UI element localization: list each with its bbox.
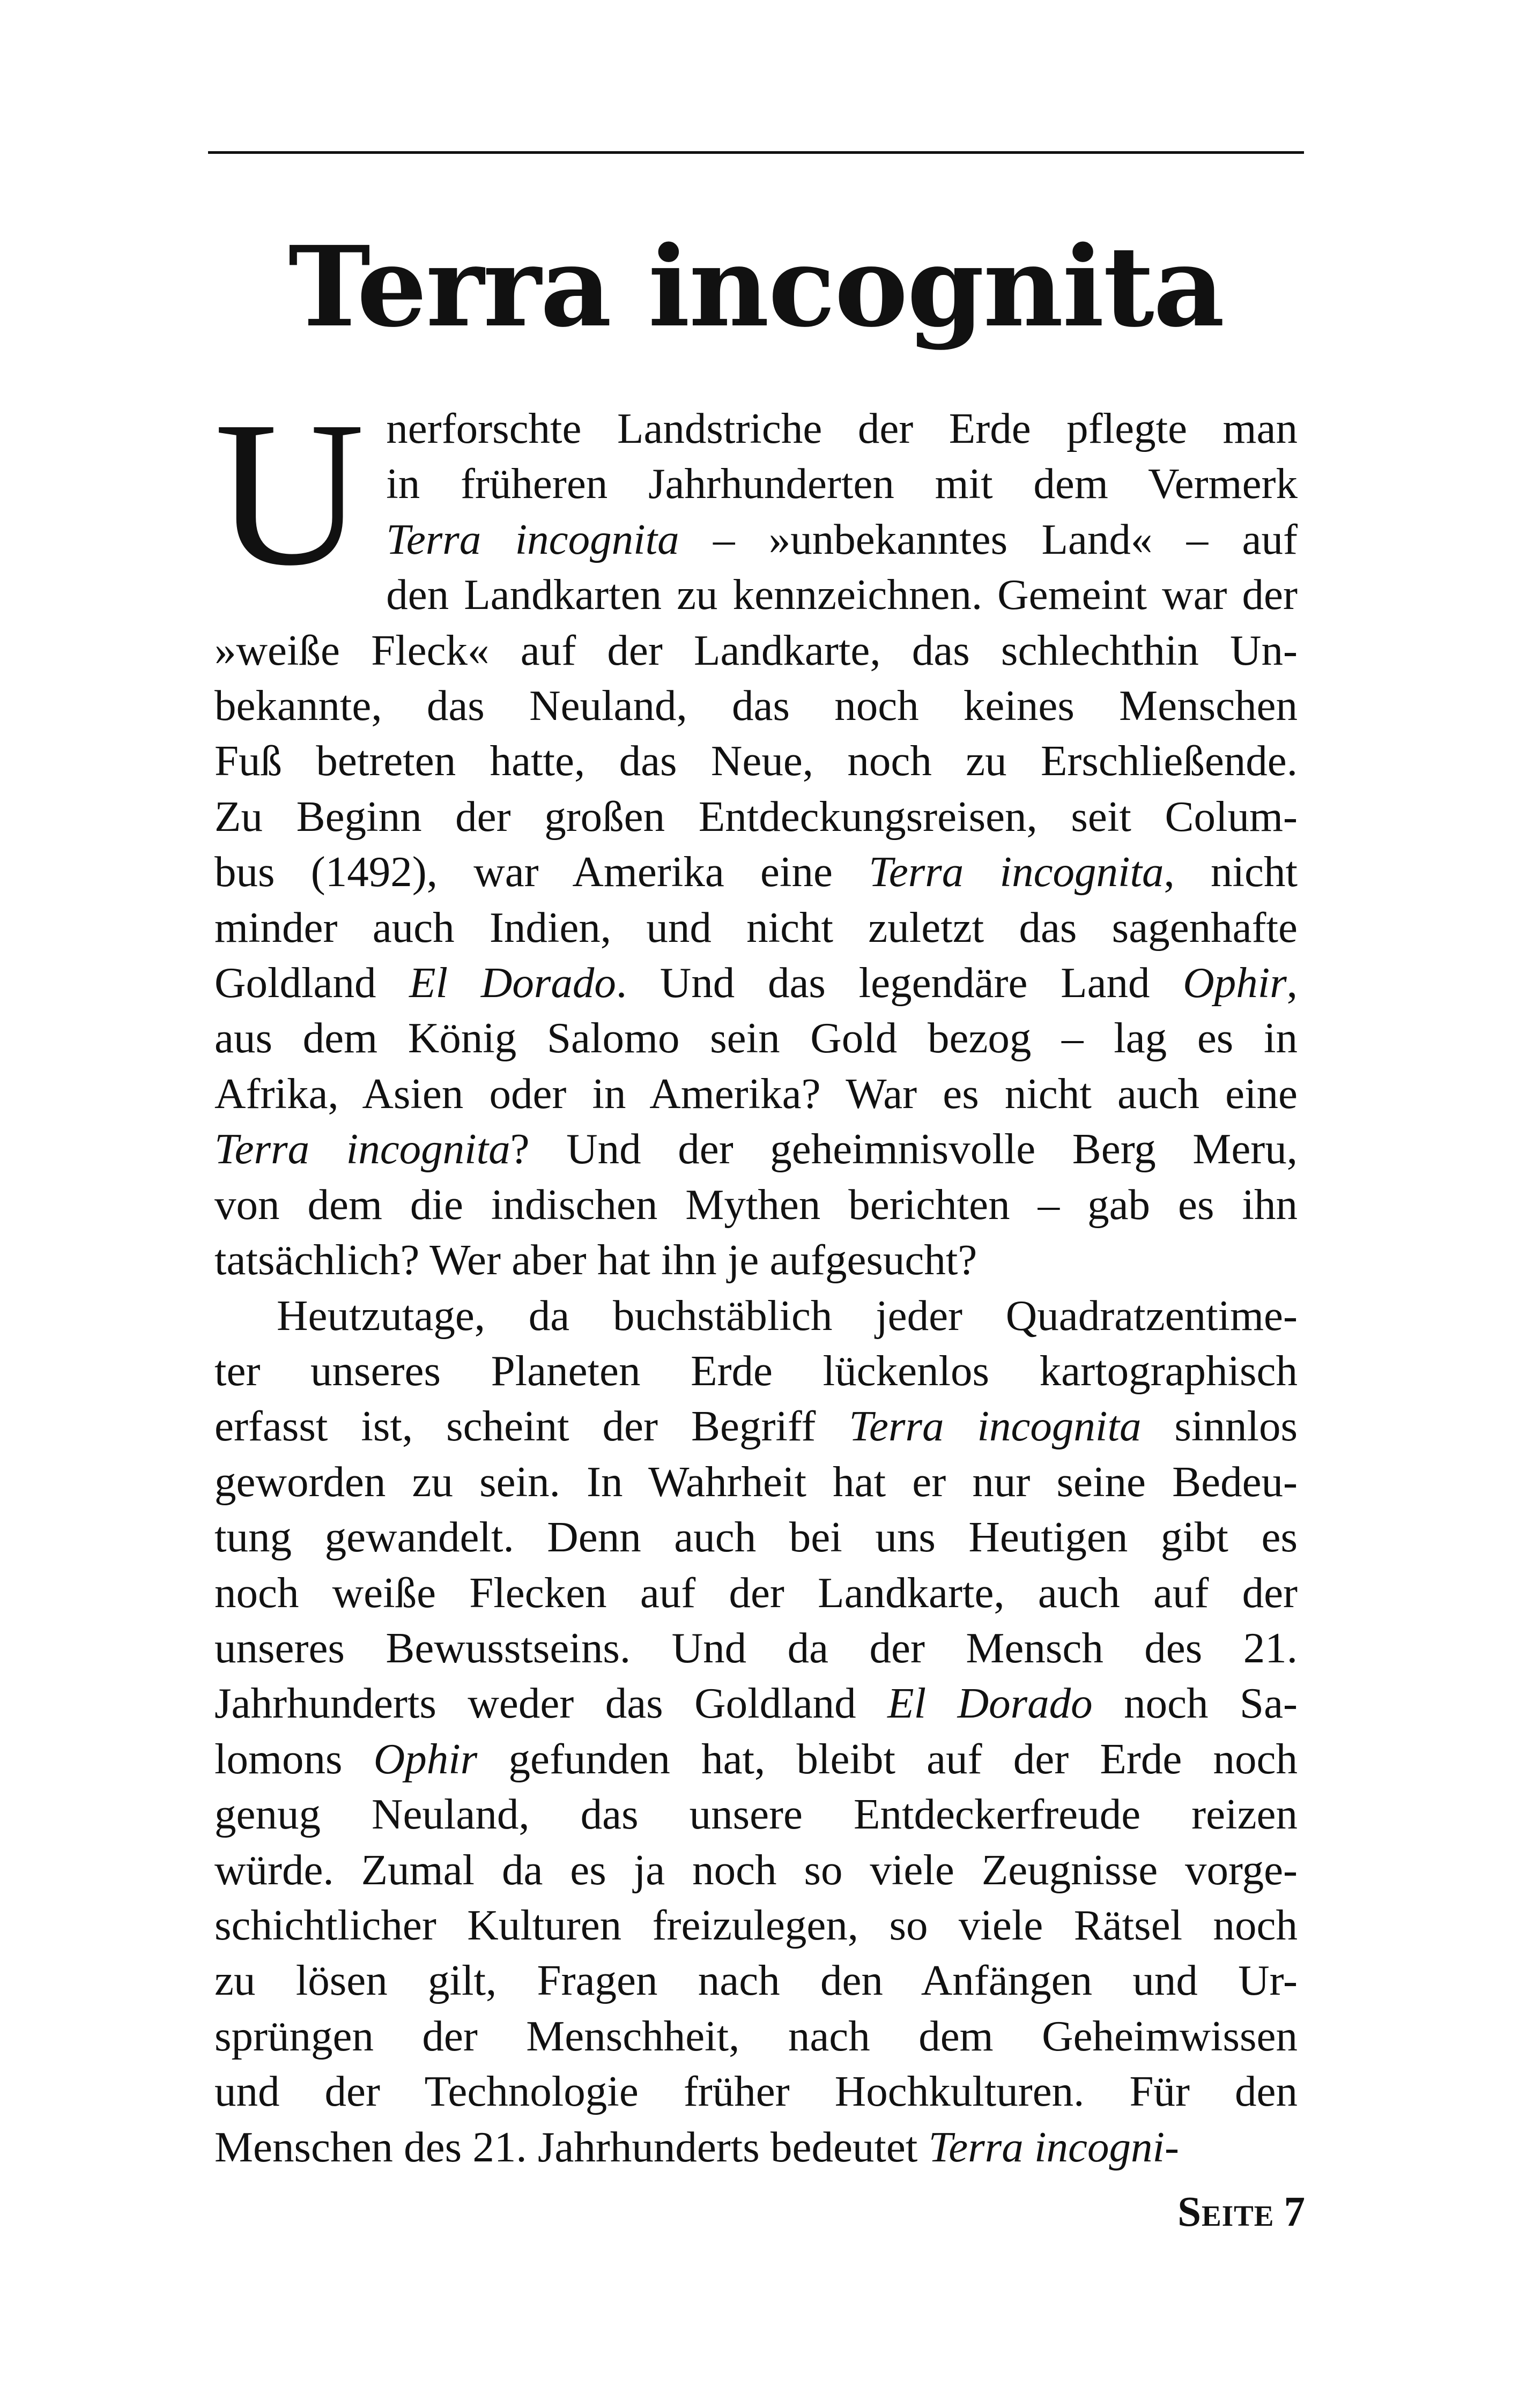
text-line: tung gewandelt. Denn auch bei uns Heutigen gibt es — [214, 1513, 1298, 1562]
text-line: minder auch Indien, und nicht zuletzt das sagenhafte — [214, 903, 1298, 952]
text-line: sprüngen der Menschheit, nach dem Geheimwissen — [214, 2011, 1298, 2060]
text-line: bekannte, das Neuland, das noch keines Menschen — [214, 681, 1298, 730]
text-line: genug Neuland, das unsere Entdeckerfreude reizen — [214, 1790, 1298, 1839]
text-line: ter unseres Planeten Erde lückenlos kartographisch — [214, 1346, 1298, 1395]
text-line: tatsächlich? Wer aber hat ihn je aufgesucht? — [214, 1236, 977, 1284]
text-line: lomons Ophir gefunden hat, bleibt auf der Erde noch — [214, 1734, 1298, 1783]
body-text — [214, 378, 1298, 2175]
text-line: erfasst ist, scheint der Begriff Terra incognita sinnlos — [214, 1402, 1298, 1451]
text-line: unseres Bewusstseins. Und da der Mensch des 21. — [214, 1623, 1298, 1672]
text-lines — [214, 378, 1298, 2175]
text-line: Fuß betreten hatte, das Neue, noch zu Erschließende. — [214, 737, 1298, 785]
text-line: aus dem König Salomo sein Gold bezog – lag es in — [214, 1014, 1298, 1062]
text-line: Terra incognita? Und der geheimnisvolle Berg Meru, — [214, 1125, 1298, 1173]
page-number-value: 7 — [1284, 2189, 1306, 2235]
page-title: Terra incognita — [288, 222, 1224, 352]
text-line: Jahrhunderts weder das Goldland El Dorado noch Sa- — [214, 1679, 1298, 1728]
text-line: Heutzutage, da buchstäblich jeder Quadratzentime- — [277, 1291, 1298, 1340]
text-line: »weiße Fleck« auf der Landkarte, das schlechthin Un- — [214, 626, 1298, 674]
text-line: würde. Zumal da es ja noch so viele Zeugnisse vorge- — [214, 1845, 1298, 1894]
text-line: Terra incognita – »unbekanntes Land« – auf — [386, 515, 1298, 563]
text-line: in früheren Jahrhunderten mit dem Vermerk — [386, 459, 1298, 508]
text-line: geworden zu sein. In Wahrheit hat er nur seine Bedeu- — [214, 1457, 1298, 1506]
text-line: bus (1492), war Amerika eine Terra incognita, nicht — [214, 848, 1298, 896]
text-line: noch weiße Flecken auf der Landkarte, auch auf der — [214, 1568, 1298, 1617]
text-line: schichtlicher Kulturen freizulegen, so viele Rätsel noch — [214, 1900, 1298, 1949]
text-line: nerforschte Landstriche der Erde pflegte man — [386, 404, 1298, 452]
drop-cap: U — [214, 378, 365, 608]
page-number-label: Seite — [1177, 2189, 1275, 2235]
text-line: zu lösen gilt, Fragen nach den Anfängen und Ur- — [214, 1956, 1298, 2005]
text-line: Goldland El Dorado. Und das legendäre Land Ophir, — [214, 958, 1298, 1007]
text-line: Menschen des 21. Jahrhunderts bedeutet Terra incogni- — [214, 2122, 1179, 2171]
header-rule — [208, 151, 1304, 154]
text-line: und der Technologie früher Hochkulturen. Für den — [214, 2067, 1298, 2116]
text-line: von dem die indischen Mythen berichten – gab es ihn — [214, 1180, 1298, 1229]
text-line: den Landkarten zu kennzeichnen. Gemeint war der — [386, 570, 1298, 619]
text-line: Zu Beginn der großen Entdeckungsreisen, seit Colum- — [214, 792, 1298, 841]
page-number — [1177, 2188, 1306, 2236]
text-line: Afrika, Asien oder in Amerika? War es nicht auch eine — [214, 1069, 1298, 1118]
